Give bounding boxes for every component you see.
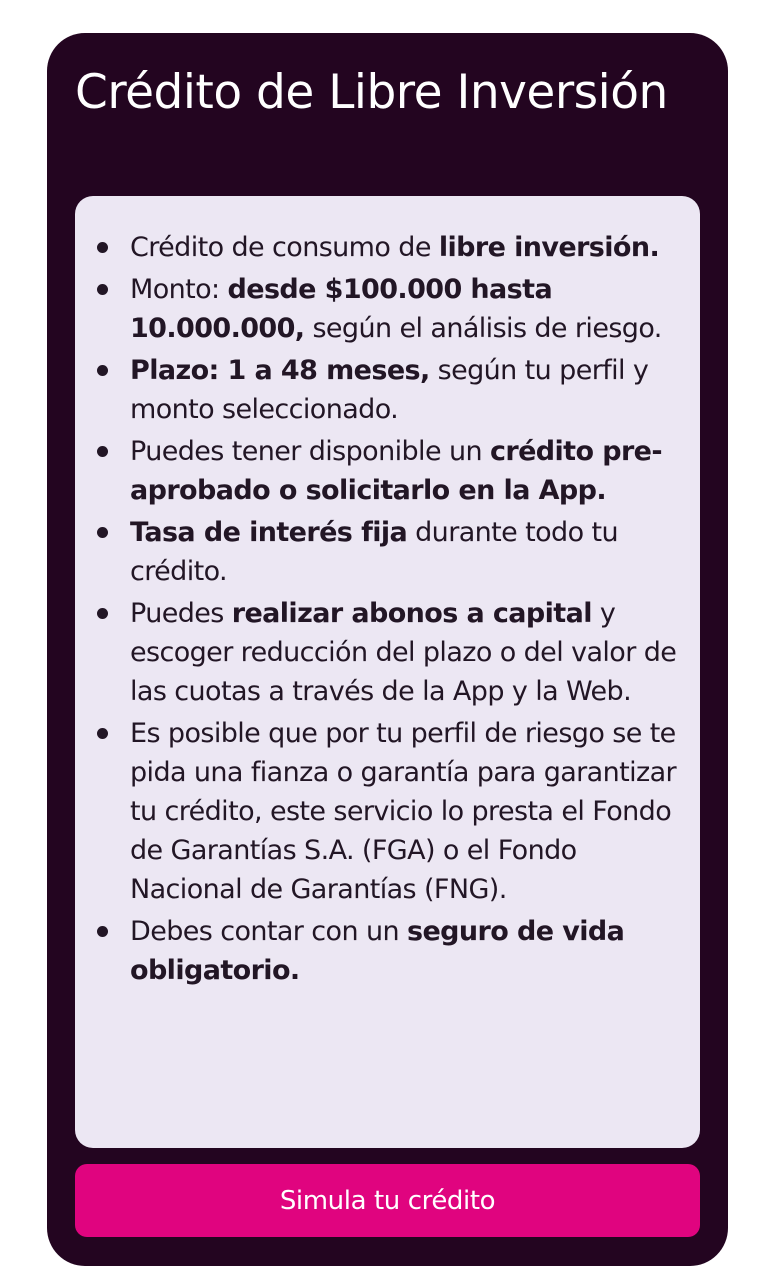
feature-text: Puedes tener disponible un bbox=[130, 436, 490, 467]
feature-text-bold: realizar abonos a capital bbox=[231, 598, 592, 629]
bullet-icon bbox=[97, 527, 108, 538]
feature-text: Debes contar con un bbox=[130, 916, 407, 947]
bullet-icon bbox=[97, 728, 108, 739]
feature-text: Es posible que por tu perfil de riesgo se te pida una fianza o garantía para garantizar tu crédito, este servicio lo presta el Fondo de Garantías S.A. (FGA) o el Fondo Nacional de Garantías (FNG). bbox=[130, 718, 677, 905]
feature-text: Monto: bbox=[130, 274, 228, 305]
feature-item bbox=[130, 351, 690, 429]
feature-text-bold: Plazo: 1 a 48 meses, bbox=[130, 355, 430, 386]
feature-text: Crédito de consumo de bbox=[130, 232, 439, 263]
feature-text-bold: libre inversión. bbox=[438, 232, 660, 263]
bullet-icon bbox=[97, 926, 108, 937]
feature-text-bold: crédito pre-aprobado o solicitarlo en la App. bbox=[130, 436, 662, 506]
feature-text: Puedes bbox=[130, 598, 232, 629]
bullet-icon bbox=[97, 284, 108, 295]
feature-text-bold: Tasa de interés fija bbox=[130, 517, 408, 548]
card-title: Crédito de Libre Inversión bbox=[75, 65, 668, 120]
bullet-icon bbox=[97, 608, 108, 619]
credit-product-card bbox=[47, 33, 728, 1266]
feature-item bbox=[130, 513, 690, 591]
feature-text: según tu perfil y monto seleccionado. bbox=[130, 355, 649, 425]
features-list bbox=[130, 228, 690, 993]
bullet-icon bbox=[97, 446, 108, 457]
feature-text: durante todo tu crédito. bbox=[130, 517, 618, 587]
feature-text-bold: desde $100.000 hasta 10.000.000, bbox=[130, 274, 553, 344]
feature-text-bold: seguro de vida obligatorio. bbox=[130, 916, 625, 986]
feature-item bbox=[130, 270, 690, 348]
features-panel bbox=[75, 196, 700, 1148]
feature-item bbox=[130, 912, 690, 990]
feature-item bbox=[130, 432, 690, 510]
feature-text: según el análisis de riesgo. bbox=[304, 313, 662, 344]
feature-item bbox=[130, 228, 690, 267]
feature-item bbox=[130, 714, 690, 909]
feature-text: y escoger reducción del plazo o del valor de las cuotas a través de la App y la Web. bbox=[130, 598, 677, 707]
bullet-icon bbox=[97, 242, 108, 253]
simulate-credit-button[interactable]: Simula tu crédito bbox=[75, 1164, 700, 1237]
bullet-icon bbox=[97, 365, 108, 376]
feature-item bbox=[130, 594, 690, 711]
